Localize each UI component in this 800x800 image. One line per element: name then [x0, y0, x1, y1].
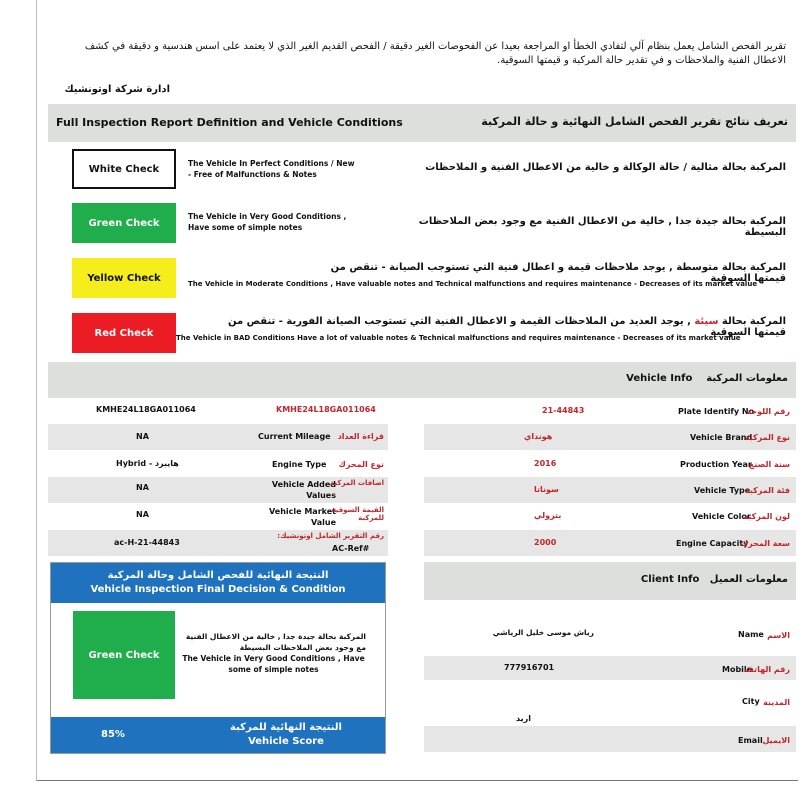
client-row-name: [424, 622, 796, 646]
client-info-header: [424, 562, 796, 600]
intro-line-1: تقرير الفحص الشامل يعمل بنظام آلي لتفادي الخطأ او المراجعة بعيدا عن الفحوصات الغير دقيقة / الفحص القديم الغير الذي لا يعتمد على اسس هندسية و دقيقة في كشف: [84, 41, 786, 52]
vehicle-row-plate: [424, 400, 796, 422]
vehicle-row-mileage: [48, 424, 388, 450]
client-mobile-value: 777916701: [504, 663, 555, 672]
decision-title-ar: النتيجة النهائية للفحص الشامل وحالة المركبة: [107, 570, 329, 581]
engine-type-label-en: Engine Type: [272, 460, 327, 469]
engine-type-value: Hybrid - هايبرد: [116, 459, 179, 468]
year-label-en: Production Year: [680, 460, 752, 469]
score-label-ar: النتيجة النهائية للمركبة: [230, 722, 342, 733]
engine-capacity-label-ar: سعة المحرك: [740, 539, 790, 548]
vehicle-row-engine-type: [48, 452, 388, 476]
client-info-title: [588, 574, 788, 585]
brand-label-en: Vehicle Brand: [690, 433, 753, 442]
vin-value: KMHE24L18GA011064: [96, 405, 196, 414]
brand-value: هونداي: [524, 432, 553, 441]
client-email-label-en: Email: [738, 736, 763, 745]
white-check-en: The Vehicle In Perfect Conditions / New - Free of Malfunctions & Notes: [188, 159, 355, 179]
score-label-en: Vehicle Score: [248, 736, 324, 747]
client-info-title-ar: معلومات العميل: [709, 574, 788, 585]
ac-ref-value: ac-H-21-44843: [114, 538, 180, 547]
client-info-title-en: Client Info: [640, 574, 700, 585]
market-value-value: NA: [136, 510, 149, 519]
score-value: 85%: [101, 729, 125, 740]
type-label-en: Vehicle Type: [694, 486, 751, 495]
added-values-label-en: Vehicle Added Values: [271, 480, 336, 500]
color-label-ar: لون المركبة: [743, 512, 790, 521]
decision-en: The Vehicle in Very Good Conditions , Have some of simple notes: [182, 654, 365, 674]
market-value-label-ar: القيمة السوقية للمركبة: [331, 506, 384, 522]
vehicle-info-title: [588, 373, 788, 384]
vehicle-info-title-en: Vehicle Info: [626, 373, 693, 384]
vehicle-row-brand: [424, 424, 796, 450]
brand-label-ar: نوع المركبة: [744, 433, 790, 442]
client-row-mobile: [424, 656, 796, 680]
red-check-ar-word: سيئة: [694, 316, 719, 327]
vehicle-row-color: [424, 504, 796, 528]
green-check-badge: Green Check: [72, 203, 176, 243]
engine-type-label-ar: نوع المحرك: [338, 460, 384, 469]
page-bottom-rule: [36, 780, 798, 781]
decision-green-badge: Green Check: [73, 611, 175, 699]
signature: ادارة شركة اوتونشيك: [64, 84, 170, 95]
client-name-label-ar: الاسم: [767, 631, 790, 640]
intro-line-2: الاعطال الفنية والملاحظات و في تقدير حالة المركبة و قيمتها السوقية.: [497, 55, 786, 66]
decision-ar: المركبة بحالة جيدة جدا , خالية من الاعطال الفنية مع وجود بعض الملاحظات البسيطة: [185, 632, 366, 652]
engine-capacity-value: 2000: [534, 538, 557, 547]
client-name-value: رياش موسى خليل الرياشي: [492, 628, 594, 637]
vehicle-row-market-value: [48, 504, 388, 528]
mileage-value: NA: [136, 432, 149, 441]
type-value: سوناتا: [534, 485, 559, 494]
client-city-label-ar: المدينة: [763, 698, 790, 707]
vehicle-row-year: [424, 452, 796, 476]
vehicle-row-added-values: [48, 477, 388, 503]
red-check-badge: Red Check: [72, 313, 176, 353]
color-label-en: Vehicle Color: [692, 512, 751, 521]
client-mobile-label-en: Mobile: [722, 665, 753, 674]
score-bar: [51, 717, 385, 753]
red-check-en: The Vehicle in BAD Conditions Have a lot of valuable notes & Technical malfunctions and requires maintenance - Decreases of its market value: [176, 334, 741, 342]
red-check-ar-rest: , يوجد العديد من الملاحظات القيمة و الاعطال الفنية التي تستوجب الصيانة الفورية - تنقص من قيمتها السوقية: [227, 316, 786, 338]
client-row-email: [424, 726, 796, 752]
client-name-label-en: Name: [738, 630, 764, 639]
mileage-label-ar: قراءة العداد: [337, 432, 384, 441]
red-check-ar-prefix: المركبة بحالة: [721, 316, 786, 327]
client-city-label-en: City: [742, 697, 760, 706]
year-value: 2016: [534, 459, 557, 468]
market-value-label-en: Vehicle Market Value: [269, 507, 336, 527]
client-city-value: اريد: [516, 714, 531, 723]
white-check-ar: المركبة بحالة مثالية / حالة الوكالة و خالية من الاعطال الفنية و الملاحظات: [425, 162, 786, 173]
decision-title-en: Vehicle Inspection Final Decision & Condition: [90, 584, 346, 595]
ac-ref-label-en: AC-Ref#: [332, 544, 370, 553]
green-check-en: The Vehicle in Very Good Conditions , Have some of simple notes: [188, 212, 347, 232]
definitions-header: [48, 104, 796, 142]
white-check-badge: White Check: [72, 149, 176, 189]
page-left-rule: [36, 0, 37, 781]
year-label-ar: سنة الصنع: [748, 460, 790, 469]
added-values-value: NA: [136, 483, 149, 492]
score-labels: [221, 721, 351, 749]
plate-value: 21-44843: [542, 406, 585, 415]
client-mobile-label-ar: رقم الهاتف: [744, 665, 790, 674]
definitions-title-ar: تعريف نتائج تقرير الفحص الشامل النهائية و حالة المركبة: [481, 115, 788, 128]
vin-value-alt: KMHE24L18GA011064: [276, 405, 376, 414]
decision-header: [51, 563, 385, 603]
green-check-ar: المركبة بحالة جيدة جدا , خالية من الاعطال الفنية مع وجود بعض الملاحظات البسيطة: [418, 216, 786, 238]
decision-box: [50, 562, 386, 754]
client-email-label-ar: الايميل: [762, 736, 790, 745]
yellow-check-ar: المركبة بحالة متوسطة , يوجد ملاحظات قيمة و اعطال فنية التي تستوجب الصيانة - تنقص من قيمتها السوقية: [330, 262, 786, 284]
vehicle-row-type: [424, 477, 796, 503]
vehicle-row-engine-capacity: [424, 530, 796, 556]
yellow-check-badge: Yellow Check: [72, 258, 176, 298]
plate-label-ar: رقم اللوحة: [746, 407, 790, 416]
yellow-check-en: The Vehicle in Moderate Conditions , Have valuable notes and Technical malfunctions and requires maintenance - Decreases of its market value: [188, 280, 758, 288]
added-values-label-ar: اضافات المركبة: [330, 479, 384, 487]
intro-text: [40, 40, 786, 68]
engine-capacity-label-en: Engine Capacity: [676, 539, 749, 548]
type-label-ar: فئة المركبة: [745, 486, 790, 495]
vehicle-row-ac-ref: [48, 530, 388, 556]
mileage-label-en: Current Mileage: [258, 432, 331, 441]
vehicle-info-header: [48, 362, 796, 398]
vehicle-info-title-ar: معلومات المركبة: [706, 373, 788, 384]
client-row-city: [424, 690, 796, 714]
ac-ref-label-ar: رقم التقرير الشامل اوتونشيك:: [277, 532, 384, 540]
definitions-title-en: Full Inspection Report Definition and Vehicle Conditions: [56, 116, 403, 129]
color-value: بترولي: [534, 511, 562, 520]
plate-label-en: Plate Identify No: [678, 407, 755, 416]
decision-description: [181, 631, 366, 675]
